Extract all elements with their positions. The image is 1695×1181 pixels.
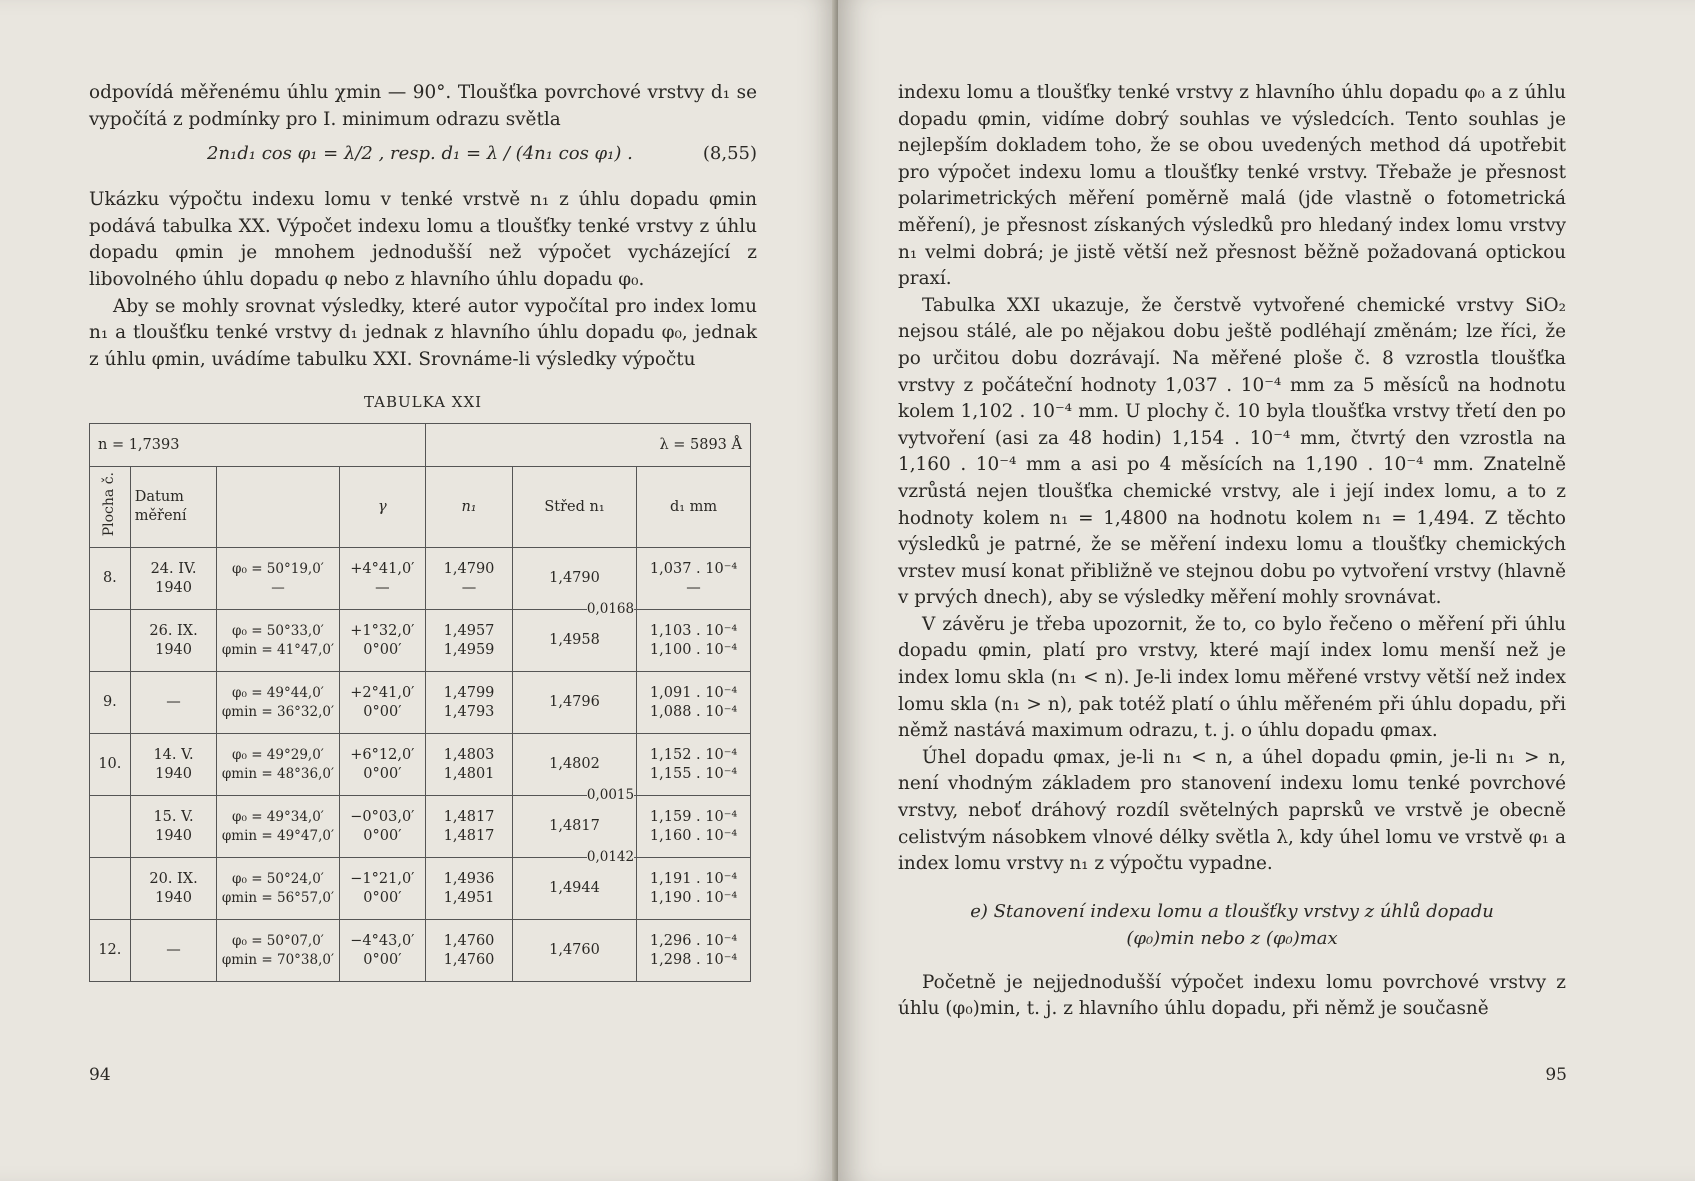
- header-datum: Datum měření: [130, 467, 217, 548]
- cell-phi: φ₀ = 49°44,0′ φmin = 36°32,0′: [217, 672, 339, 734]
- right-paragraph-5: Početně je nejjednodušší výpočet indexu lomu povrchové vrstvy z úhlu (φ₀)min, t. j. z hlavního úhlu dopadu, při němž je současně: [898, 971, 1566, 1020]
- stred-difference: 0,0142: [586, 849, 635, 866]
- table-caption: TABULKA XXI: [363, 393, 483, 412]
- cell-d1: 1,296 . 10⁻⁴ 1,298 . 10⁻⁴: [637, 920, 751, 982]
- cell-n1: 1,4957 1,4959: [426, 610, 513, 672]
- cell-plocha: 8.: [90, 548, 131, 610]
- stred-value: 1,4790: [549, 570, 600, 587]
- cell-phi: φ₀ = 49°34,0′ φmin = 49°47,0′: [217, 796, 339, 858]
- left-text-block: [89, 80, 757, 982]
- cell-plocha: 10.: [90, 734, 131, 796]
- cell-gamma: +6°12,0′ 0°00′: [339, 734, 426, 796]
- cell-d1: 1,152 . 10⁻⁴ 1,155 . 10⁻⁴: [637, 734, 751, 796]
- header-plocha: Plocha č.: [90, 467, 131, 548]
- wavelength-constant: λ = 5893 Å: [426, 424, 751, 467]
- cell-d1: 1,159 . 10⁻⁴ 1,160 . 10⁻⁴: [637, 796, 751, 858]
- section-heading: [898, 898, 1566, 952]
- cell-d1: 1,191 . 10⁻⁴ 1,190 . 10⁻⁴: [637, 858, 751, 920]
- cell-plocha: [90, 610, 131, 672]
- cell-n1: 1,4817 1,4817: [426, 796, 513, 858]
- stred-value: 1,4817: [549, 818, 600, 835]
- table-row: [90, 796, 751, 858]
- cell-n1: 1,4790 —: [426, 548, 513, 610]
- stred-value: 1,4796: [549, 694, 600, 711]
- equation-8-55: [89, 133, 757, 187]
- right-paragraph-1: indexu lomu a tloušťky tenké vrstvy z hlavního úhlu dopadu φ₀ a z úhlu dopadu φmin, vidíme dobrý souhlas ve výsledcích. Tento souhlas je nejlepším dokladem toho, že se obou uvedených method dá upotřebit pro výpočet indexu lomu a tloušťky tenké vrstvy. Třebaže je přesnost polarimetrických měření poměrně malá (jde vlastně o fotometrická měření), je přesnost získaných výsledků pro hledaný index lomu vrstvy n₁ velmi dobrá; je jistě větší než přesnost běžně požadovaná optickou praxí.: [898, 82, 1566, 290]
- equation-formula: 2n₁d₁ cos φ₁ = λ/2 , resp. d₁ = λ / (4n₁ cos φ₁) .: [207, 143, 633, 165]
- cell-n1: 1,4936 1,4951: [426, 858, 513, 920]
- cell-datum: 20. IX. 1940: [130, 858, 217, 920]
- cell-d1: 1,091 . 10⁻⁴ 1,088 . 10⁻⁴: [637, 672, 751, 734]
- stred-value: 1,4802: [549, 756, 600, 773]
- table-constants-row: [90, 424, 751, 467]
- cell-gamma: −4°43,0′ 0°00′: [339, 920, 426, 982]
- table-row: [90, 610, 751, 672]
- right-paragraph-2: Tabulka XXI ukazuje, že čerstvě vytvořené chemické vrstvy SiO₂ nejsou stálé, ale po nějakou dobu ještě podléhají změnám; lze říci, že po určitou dobu dozrávají. Na měřené ploše č. 8 vzrostla tloušťka vrstvy z počáteční hodnoty 1,037 . 10⁻⁴ mm za 5 měsíců na hodnotu kolem 1,102 . 10⁻⁴ mm. U plochy č. 10 byla tloušťka vrstvy třetí den po vytvoření (asi za 48 hodin) 1,154 . 10⁻⁴ mm, čtvrtý den vzrostla na 1,160 . 10⁻⁴ mm a asi po 4 měsících na 1,190 . 10⁻⁴ mm. Znatelně vzrůstá nejen tloušťka chemické vrstvy, ale i její index lomu, a to z hodnoty kolem n₁ = 1,4800 na hodnotu kolem n₁ = 1,494. Z těchto výsledků je patrné, že se měření indexu lomu a tloušťky chemických vrstev musí konat přibližně ve stejnou dobu po vytvoření vrstvy (hlavně v prvých dnech), aby se výsledky měření mohly srovnávat.: [898, 294, 1566, 609]
- cell-datum: —: [130, 920, 217, 982]
- header-n1: n₁: [426, 467, 513, 548]
- cell-stred: [512, 610, 636, 672]
- cell-plocha: 12.: [90, 920, 131, 982]
- cell-plocha: [90, 796, 131, 858]
- cell-stred: [512, 548, 636, 618]
- stred-value: 1,4944: [549, 880, 600, 897]
- table-row: [90, 858, 751, 920]
- cell-phi: φ₀ = 50°24,0′ φmin = 56°57,0′: [217, 858, 339, 920]
- cell-stred: [512, 734, 636, 804]
- cell-gamma: −1°21,0′ 0°00′: [339, 858, 426, 920]
- cell-phi: φ₀ = 50°07,0′ φmin = 70°38,0′: [217, 920, 339, 982]
- header-stred: Střed n₁: [512, 467, 636, 548]
- cell-stred: [512, 920, 636, 982]
- cell-phi: φ₀ = 50°33,0′ φmin = 41°47,0′: [217, 610, 339, 672]
- table-row: [90, 734, 751, 796]
- cell-d1: 1,103 . 10⁻⁴ 1,100 . 10⁻⁴: [637, 610, 751, 672]
- header-d1: d₁ mm: [637, 467, 751, 548]
- cell-datum: 14. V. 1940: [130, 734, 217, 796]
- table-header-row: [90, 467, 751, 548]
- cell-phi: φ₀ = 50°19,0′ —: [217, 548, 339, 610]
- cell-stred: [512, 796, 636, 866]
- cell-datum: 24. IV. 1940: [130, 548, 217, 610]
- stred-value: 1,4958: [549, 632, 600, 649]
- cell-plocha: [90, 858, 131, 920]
- table-row: [90, 920, 751, 982]
- cell-stred: [512, 672, 636, 734]
- cell-plocha: 9.: [90, 672, 131, 734]
- cell-n1: 1,4803 1,4801: [426, 734, 513, 796]
- header-gamma: γ: [339, 467, 426, 548]
- table-xxi: [89, 423, 751, 982]
- stred-difference: 0,0168: [586, 601, 635, 618]
- cell-gamma: −0°03,0′ 0°00′: [339, 796, 426, 858]
- cell-stred: [512, 858, 636, 920]
- cell-phi: φ₀ = 49°29,0′ φmin = 48°36,0′: [217, 734, 339, 796]
- section-heading-line-2: (φ₀)min nebo z (φ₀)max: [1126, 927, 1338, 949]
- table-row: [90, 672, 751, 734]
- cell-gamma: +2°41,0′ 0°00′: [339, 672, 426, 734]
- right-text-block: [898, 80, 1566, 1023]
- left-paragraph-2: Ukázku výpočtu indexu lomu v tenké vrstvě n₁ z úhlu dopadu φmin podává tabulka XX. Výpočet indexu lomu a tloušťky tenké vrstvy z úhlu dopadu φmin je mnohem jednodušší než výpočet vycházející z libovolného úhlu dopadu φ nebo z hlavního úhlu dopadu φ₀.: [89, 189, 757, 290]
- cell-n1: 1,4799 1,4793: [426, 672, 513, 734]
- cell-gamma: +4°41,0′ —: [339, 548, 426, 610]
- right-paragraph-4: Úhel dopadu φmax, je-li n₁ < n, a úhel dopadu φmin, je-li n₁ > n, není vhodným základem pro stanovení indexu lomu tenké povrchové vrstvy, neboť dráhový rozdíl světelných paprsků ve vrstvě je obecně celistvým násobkem vlnové délky světla λ, kdy úhel lomu ve vrstvě φ₁ a index lomu vrstvy n₁ z výpočtu vypadne.: [898, 746, 1566, 875]
- left-paragraph-3: Aby se mohly srovnat výsledky, které autor vypočítal pro index lomu n₁ a tloušťku tenké vrstvy d₁ jednak z hlavního úhlu dopadu φ₀, jednak z úhlu φmin, uvádíme tabulku XXI. Srovnáme-li výsledky výpočtu: [89, 295, 757, 370]
- cell-n1: 1,4760 1,4760: [426, 920, 513, 982]
- stred-value: 1,4760: [549, 942, 600, 959]
- left-page: [0, 0, 838, 1181]
- cell-datum: —: [130, 672, 217, 734]
- cell-d1: 1,037 . 10⁻⁴ —: [637, 548, 751, 610]
- cell-gamma: +1°32,0′ 0°00′: [339, 610, 426, 672]
- right-page-number: 95: [1545, 1065, 1567, 1085]
- table-row: [90, 548, 751, 610]
- header-angle: [217, 467, 339, 548]
- cell-datum: 26. IX. 1940: [130, 610, 217, 672]
- table-body: [90, 548, 751, 982]
- equation-number: (8,55): [702, 143, 757, 165]
- stred-difference: 0,0015: [586, 787, 635, 804]
- left-paragraph-1: odpovídá měřenému úhlu χmin — 90°. Tloušťka povrchové vrstvy d₁ se vypočítá z podmínky pro I. minimum odrazu světla: [89, 82, 757, 130]
- section-heading-line-1: e) Stanovení indexu lomu a tloušťky vrstvy z úhlů dopadu: [970, 900, 1494, 922]
- refractive-index-constant: n = 1,7393: [90, 424, 426, 467]
- cell-datum: 15. V. 1940: [130, 796, 217, 858]
- right-paragraph-3: V závěru je třeba upozornit, že to, co bylo řečeno o měření při úhlu dopadu φmin, platí pro vrstvy, které mají index lomu menší než je index lomu skla (n₁ < n). Je-li index lomu měřené vrstvy větší než index lomu skla (n₁ > n), pak totéž platí o úhlu měřeném při úhlu dopadu, při němž nastává maximum odrazu, t. j. o úhlu dopadu φmax.: [898, 613, 1566, 742]
- left-page-number: 94: [89, 1065, 111, 1085]
- right-page: [838, 0, 1695, 1181]
